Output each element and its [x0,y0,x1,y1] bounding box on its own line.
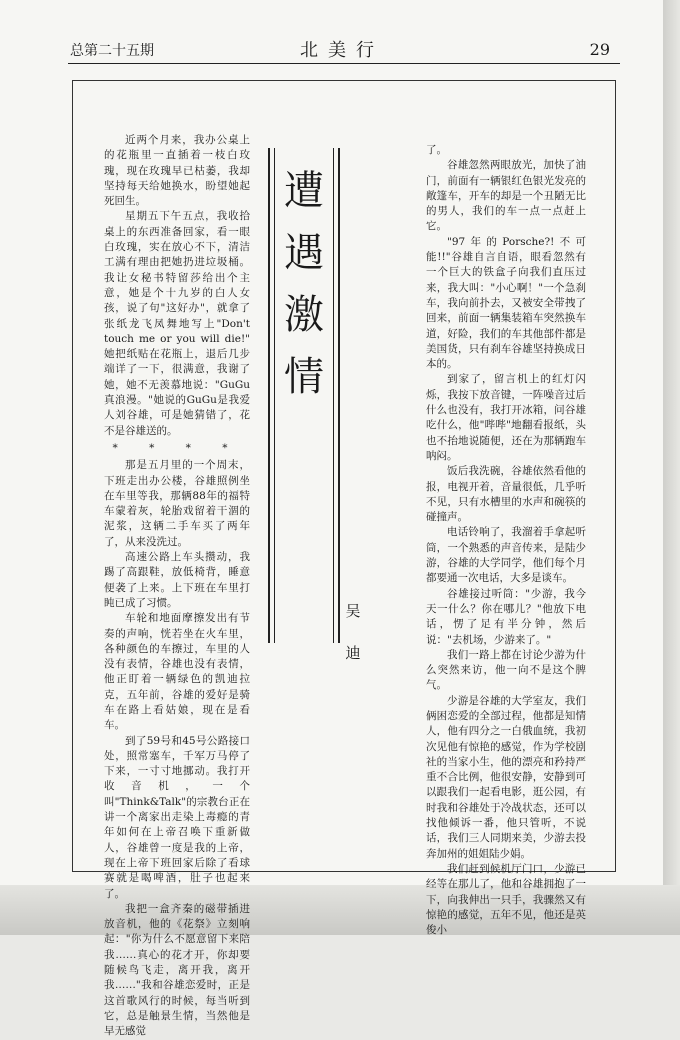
paragraph: 了。 [426,144,447,156]
paragraph: 我把一盒齐秦的磁带插进放音机，他的《花祭》立刻响起："你为什么不愿意留下来陪我……真心的花才开，你却要随候鸟飞走，离开我，离开我……"我和谷雄恋爱时，正是这首歌风行的时候，每当听到它，总是触景生情，当然他是早无感觉 [104,902,250,1038]
paragraph: 到家了，留言机上的红灯闪烁，我按下放音键，一阵噪音过后什么也没有，我打开冰箱，问谷雄吃什么，他"哔哔"地翻看报纸，头也不抬地说随便，还在为那辆跑车呐闷。 [426,373,586,462]
title-char: 遇 [284,230,324,276]
title-char: 遭 [284,168,324,214]
paragraph: 近两个月来，我办公桌上的花瓶里一直插着一枝白玫瑰，现在玫瑰早已枯萎，我却坚持每天给她换水，盼望她起死回生。 [104,134,250,208]
issue-label: 总第二十五期 [70,43,154,59]
paragraph: 星期五下午五点，我收拾桌上的东西准备回家，看一眼白玫瑰，实在放心不下，清洁工满有理由把她扔进垃圾桶。我让女秘书特留莎给出个主意，她是个十九岁的白人女孩，说了句"这好办"，就拿了张纸龙飞凤舞地写上"Don't touch me or you will die!" 她把纸贴在花瓶上，退后几步端详了一下，很满意，我谢了她，她不无羡慕地说："GuGu真浪漫。"她说的GuGu是我爱人刘谷雄，可是她猜错了，花不是谷雄送的。 [104,210,250,437]
article-title [282,160,326,408]
paragraph: "97年的Porsche?!不可能!!"谷雄自言自语，眼看忽然有一个巨大的铁盒子向我们直压过来，我大叫："小心啊！"一个急刹车，我向前扑去，又被安全带拽了回来，前面一辆集装箱车突然换车道，好险，我们的车其他部件都是美国货，只有刹车谷雄坚持换成日本的。 [426,235,586,371]
paragraph: 那是五月里的一个周末，下班走出办公楼，谷雄照例坐在车里等我，那辆88年的福特车蒙着灰，轮胎戏留着干涸的泥浆，这辆二手车买了两年了，从来没洗过。 [104,459,250,548]
paragraph: 少游是谷雄的大学室友，我们俩困恋爱的全部过程，他都是知情人，他有四分之一白俄血统，我初次见他有惊艳的感觉，作为学校剧社的当家小生，他的漂亮和矜持严重不合比例，他很安静，安静到可以跟我们一起看电影，逛公园，有时我和谷雄处于冷战状态，还可以找他倾诉一番，他只管听，不说话，我们三人同期来美，少游去投奔加州的姐姐陆少娟。 [426,694,586,860]
paragraph: 电话铃响了，我溜着手拿起听筒，一个熟悉的声音传来，是陆少游，谷雄的大学同学，他们每个月都要通一次电话，大多是谈车。 [426,526,586,585]
header-rule [68,63,620,64]
title-char: 激 [284,292,324,338]
paragraph: 我们赶到候机厅门口，少游已经等在那儿了，他和谷雄拥抱了一下，向我伸出一只手，我骤然又有惊艳的感觉，五年不见，他还是英俊小 [426,862,586,937]
author-char: 迪 [345,644,361,662]
section-title: 北美行 [300,40,384,61]
paragraph: 我们一路上都在讨论少游为什么突然来访，他一向不是这个脾气。 [426,648,586,692]
paragraph: 到了59号和45号公路接口处，照常塞车，千军万马停了下来，一寸寸地挪动。我打开收音机，一个叫"Think&Talk"的宗教台正在讲一个离家出走染上毒瘾的青年如何在上帝召唤下重新做人，谷雄曾一度是我的上帝，现在上帝下班回家后除了看球赛就是喝啤酒，肚子也起来了。 [104,734,250,900]
title-char: 情 [284,354,324,400]
page-number: 29 [589,40,610,59]
section-break: * * * * [112,441,242,454]
page-edge-strip [663,0,680,935]
author-name [340,590,366,674]
paragraph: 车轮和地面摩擦发出有节奏的声响，恍若坐在火车里，各种颜色的车擦过，车里的人没有表情，谷雄也没有表情，他正盯着一辆绿色的凯迪拉克，五年前，谷雄的爱好是骑车在路上看姑娘，现在是看车。 [104,612,250,732]
paragraph: 饭后我洗碗，谷雄依然看他的报，电视开着，音量很低，几乎听不见，只有水槽里的水声和碗筷的碰撞声。 [426,465,586,524]
left-column [104,133,250,1040]
running-header [70,36,610,62]
paragraph: 谷雄忽然两眼放光，加快了油门，前面有一辆银红色银光发亮的敞篷车，开车的却是一个丑陋无比的男人，我们的车一点一点赶上它。 [426,159,586,233]
paragraph: 高速公路上车头攒动，我踢了高跟鞋，放低椅背，睡意便袭了上来。上下班在车里打盹已成了习惯。 [104,551,250,609]
paragraph: 谷雄接过听筒："少游，我今天一什么？你在哪儿？"他放下电话，愣了足有半分钟，然后说："去机场，少游来了。" [426,587,586,646]
author-char: 吴 [345,602,361,620]
title-box [268,148,340,643]
right-column [426,143,586,938]
